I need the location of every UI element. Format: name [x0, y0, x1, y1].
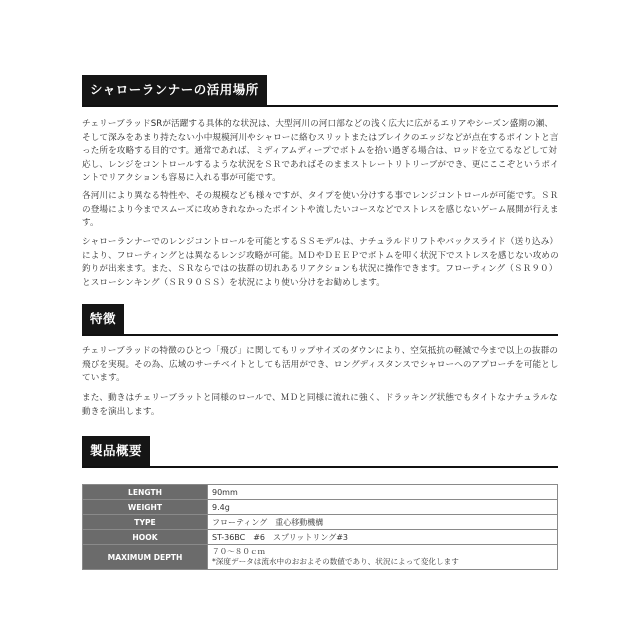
spec-key: MAXIMUM DEPTH — [83, 545, 208, 570]
features-paragraph-2: また、動きはチェリーブラットと同様のロールで、ＭＤと同様に流れに強く、ドラッキング状態でもタイトなナチュラルな動きを演出します。 — [82, 393, 558, 417]
section-overview-header — [82, 436, 558, 468]
spec-key: TYPE — [83, 515, 208, 530]
spec-value-cell — [208, 545, 558, 570]
spec-row-hook — [83, 530, 558, 545]
spec-key: HOOK — [83, 530, 208, 545]
section-usage-header — [82, 75, 558, 107]
spec-row-weight — [83, 500, 558, 515]
spec-value: 90mm — [208, 485, 558, 500]
usage-paragraph-2: 各河川により異なる特性や、その規模なども様々ですが、タイプを使い分けする事でレンジコントロールが可能です。ＳＲの登場により今までスムーズに攻めきれなかったポイントや流したいコースなどでストレスを感じないゲーム展開が行えます。 — [82, 191, 559, 228]
spec-value: ７０～８０ｃｍ — [212, 547, 266, 556]
usage-paragraph-3: シャローランナーでのレンジコントロールを可能とするＳＳモデルは、ナチュラルドリフトやバックスライド（送り込み）により、フローティングとは異なるレンジ攻略が可能。ＭＤやＤＥＥＰでボトムを叩く状況下でストレスを感じない攻めの釣りが出来ます。また、ＳＲならではの抜群の切れあるリアクションも状況に操作できます。フローティング（ＳＲ９０）とスローシンキング（ＳＲ９０ＳＳ）を状況により使い分けをお勧めします。 — [82, 237, 559, 288]
spec-row-length — [83, 485, 558, 500]
spec-key: LENGTH — [83, 485, 208, 500]
spec-row-depth — [83, 545, 558, 570]
section-features-title: 特徴 — [82, 304, 124, 334]
usage-paragraph-1: チェリーブラッドSRが活躍する具体的な状況は、大型河川の河口部などの浅く広大に広がるエリアやシーズン盛期の瀬、そして深みをあまり持たない小中規模河川やシャローに絡むスリットまたはブレイクのエッジなどが点在するポイントと言った所を攻略する目的です。通常であれば、ミディアムディープでボトムを拾い過ぎる場合は、ロッドを立てるなどして対応し、レンジをコントロールするような状況をＳＲであればそのままストレートリトリーブができ、更にここぞというポイントでリアクションも容易に入れる事が可能です。 — [82, 119, 559, 183]
section-features-header — [82, 304, 558, 336]
spec-note: *深度データは流水中のおおよその数値であり、状況によって変化します — [212, 557, 459, 566]
spec-value: ST-36BC #6 スプリットリング#3 — [208, 530, 558, 545]
section-usage-title: シャローランナーの活用場所 — [82, 75, 267, 105]
features-paragraph-1: チェリーブラッドの特徴のひとつ「飛び」に関してもリップサイズのダウンにより、空気抵抗の軽減で今まで以上の抜群の飛びを実現。その為、広域のサーチベイトとしても活用ができ、ロングディスタンスでシャローへのアプローチを可能としています。 — [82, 346, 559, 383]
section-overview-title: 製品概要 — [82, 436, 150, 466]
spec-table — [82, 484, 558, 570]
spec-row-type — [83, 515, 558, 530]
spec-value: フローティング 重心移動機構 — [208, 515, 558, 530]
spec-value: 9.4g — [208, 500, 558, 515]
spec-key: WEIGHT — [83, 500, 208, 515]
